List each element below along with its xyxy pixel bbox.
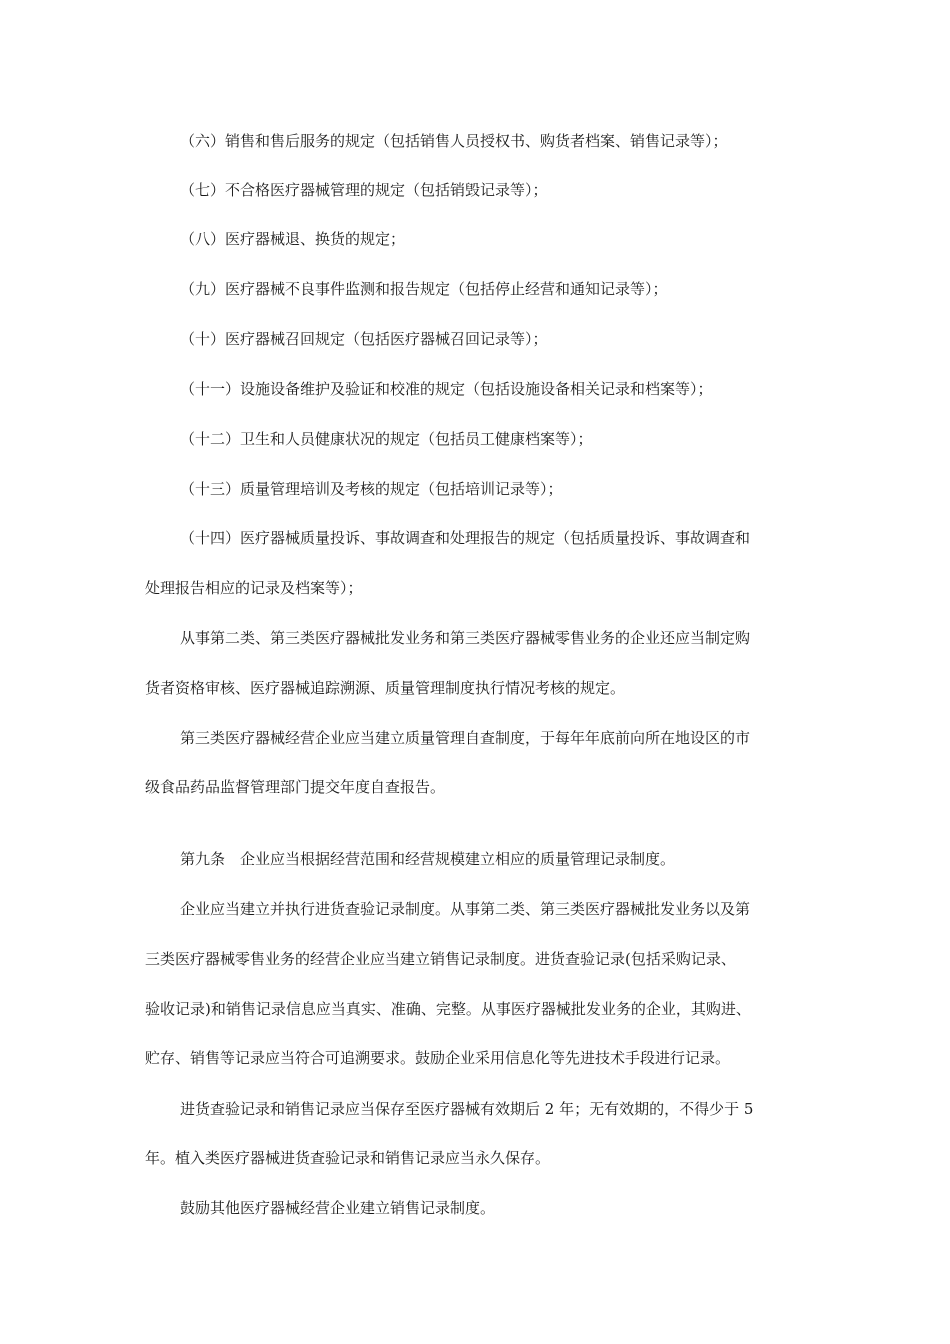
list-item-9: （九）医疗器械不良事件监测和报告规定（包括停止经营和通知记录等）； xyxy=(180,280,668,298)
paragraph-line: 第三类医疗器械经营企业应当建立质量管理自查制度，于每年年底前向所在地设区的市 xyxy=(180,729,751,747)
list-item-14-continued: 处理报告相应的记录及档案等）； xyxy=(145,579,363,597)
paragraph-line: 进货查验记录和销售记录应当保存至医疗器械有效期后 2 年；无有效期的，不得少于 5 xyxy=(180,1100,754,1118)
list-item-13: （十三）质量管理培训及考核的规定（包括培训记录等）； xyxy=(180,480,563,498)
paragraph-line: 验收记录)和销售记录信息应当真实、准确、完整。从事医疗器械批发业务的企业，其购进、 xyxy=(145,1000,751,1018)
list-item-6: （六）销售和售后服务的规定（包括销售人员授权书、购货者档案、销售记录等）； xyxy=(180,132,728,150)
paragraph-line: 企业应当建立并执行进货查验记录制度。从事第二类、第三类医疗器械批发业务以及第 xyxy=(180,900,751,918)
paragraph-line: 货者资格审核、医疗器械追踪溯源、质量管理制度执行情况考核的规定。 xyxy=(145,679,626,697)
paragraph-line: 年。植入类医疗器械进货查验记录和销售记录应当永久保存。 xyxy=(145,1149,551,1167)
paragraph-line: 从事第二类、第三类医疗器械批发业务和第三类医疗器械零售业务的企业还应当制定购 xyxy=(180,629,751,647)
article-heading: 第九条 企业应当根据经营范围和经营规模建立相应的质量管理记录制度。 xyxy=(180,850,676,868)
list-item-11: （十一）设施设备维护及验证和校准的规定（包括设施设备相关记录和档案等）； xyxy=(180,380,713,398)
paragraph-line: 级食品药品监督管理部门提交年度自查报告。 xyxy=(145,778,446,796)
list-item-14: （十四）医疗器械质量投诉、事故调查和处理报告的规定（包括质量投诉、事故调查和 xyxy=(180,529,751,547)
list-item-8: （八）医疗器械退、换货的规定； xyxy=(180,230,406,248)
list-item-7: （七）不合格医疗器械管理的规定（包括销毁记录等）； xyxy=(180,181,548,199)
paragraph-line: 三类医疗器械零售业务的经营企业应当建立销售记录制度。进货查验记录(包括采购记录、 xyxy=(145,950,736,968)
list-item-10: （十）医疗器械召回规定（包括医疗器械召回记录等）； xyxy=(180,330,548,348)
paragraph-line: 贮存、销售等记录应当符合可追溯要求。鼓励企业采用信息化等先进技术手段进行记录。 xyxy=(145,1049,731,1067)
paragraph-line: 鼓励其他医疗器械经营企业建立销售记录制度。 xyxy=(180,1199,496,1217)
list-item-12: （十二）卫生和人员健康状况的规定（包括员工健康档案等）； xyxy=(180,430,593,448)
